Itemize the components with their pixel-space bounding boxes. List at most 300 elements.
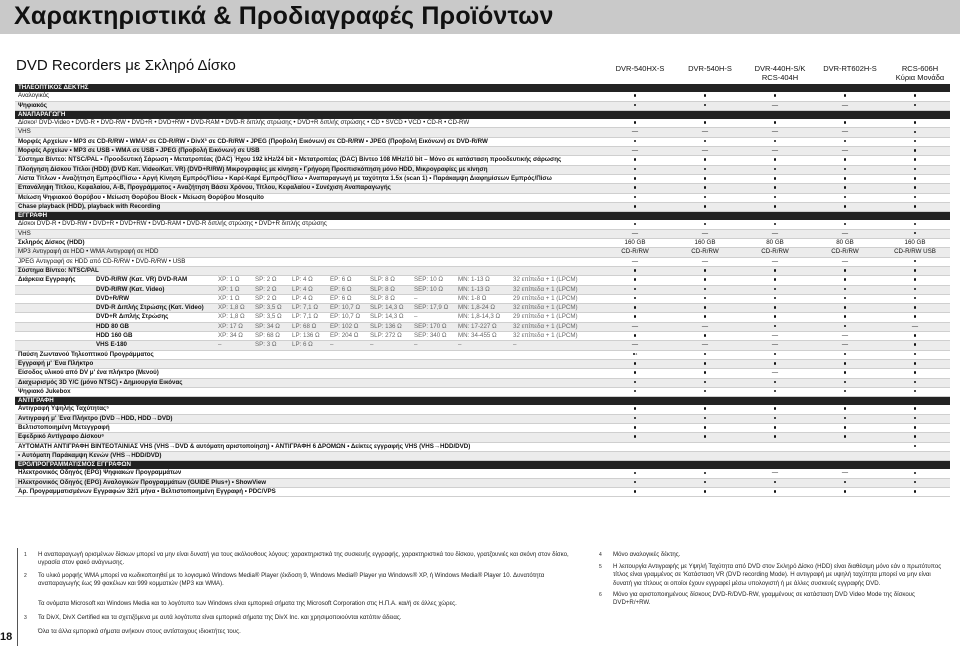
model-value-cell — [810, 184, 880, 193]
model-value-cell — [670, 294, 740, 303]
model-value-cell — [670, 304, 740, 313]
section-header-row — [15, 212, 950, 221]
section-title: DVD Recorders με Σκληρό Δίσκο — [16, 57, 236, 74]
value-text: CD-R/RW — [621, 248, 649, 256]
spec-row — [15, 433, 950, 442]
recording-mode: EP: 6 Ω — [330, 276, 352, 284]
spec-table — [15, 84, 950, 497]
feature-cell — [15, 442, 600, 451]
recording-mode: EP: 204 Ω — [330, 332, 359, 340]
recording-mode: SLP: 8 Ω — [370, 285, 395, 293]
feature-dot — [704, 205, 707, 208]
recording-mode: SLP: 136 Ω — [370, 322, 402, 330]
model-value-cell — [810, 488, 880, 497]
feature-label: Μορφές Αρχείων • MP3 σε USB • WMA σε USB • JPEG (Προβολή Εικόνων) σε USB — [18, 147, 260, 155]
feature-label: Σύστημα Βίντεο: NTSC/PAL • Προοδευτική Σάρωση • Μετατροπέας (DAC) Ήχου 192 kHz/24 bit • Μετατροπέας (DAC) Βίντεο 108 MHz/10 bit – Μόνο σε κατάσταση προοδευτικής σάρωσης — [18, 156, 562, 164]
feature-dot — [704, 121, 707, 124]
feature-dot — [774, 121, 777, 124]
model-name: DVR-540HX-S — [615, 64, 665, 73]
feature-dot — [914, 94, 917, 97]
model-value-cell — [740, 488, 810, 497]
model-value-cell — [880, 442, 950, 451]
feature-cell — [15, 488, 600, 497]
model-value-cell — [600, 220, 670, 229]
recording-media: DVD-R/RW (Κατ. Video) — [96, 285, 165, 293]
recording-mode: MN: 34-455 Ω — [458, 332, 497, 340]
model-value-cell — [810, 332, 880, 341]
feature-dot — [634, 306, 637, 309]
model-value-cell — [600, 137, 670, 146]
model-value-cell — [600, 229, 670, 238]
recording-mode: SLP: 8 Ω — [370, 276, 395, 284]
feature-dot — [634, 288, 637, 291]
feature-dot — [774, 94, 777, 97]
model-value-cell — [740, 378, 810, 387]
footnote-number: 6 — [599, 592, 602, 598]
value-text: — — [771, 469, 779, 477]
section-header-row — [15, 397, 950, 406]
model-value-cell — [740, 276, 810, 285]
model-value-cell — [600, 174, 670, 183]
feature-cell — [15, 165, 600, 174]
footnote-text: Η αναπαραγωγή ορισμένων δίσκων μπορεί να μην είναι δυνατή για τους ακόλουθους λόγους: χαρακτηριστικά της συσκευής εγγραφής, χαρακτηριστικά του δίσκου, γρατζουνιές και σκόνη στον δίσκο, υγρασία στον φακό ανάγνωσης. — [38, 551, 569, 567]
value-text: — — [771, 257, 779, 265]
recording-mode: LP: 7,1 Ω — [292, 304, 318, 312]
feature-label: Αναλογικός — [18, 92, 50, 100]
recording-mode: XP: 34 Ω — [218, 332, 243, 340]
feature-dot — [914, 168, 917, 171]
model-value-cell — [600, 322, 670, 331]
recording-mode: EP: 102 Ω — [330, 322, 359, 330]
value-text: CD-R/RW — [831, 248, 859, 256]
feature-dot — [704, 158, 707, 161]
model-value-cell — [600, 359, 670, 368]
model-value-cell — [670, 220, 740, 229]
recording-mode: – — [218, 341, 222, 349]
spec-row — [15, 488, 950, 497]
feature-dot — [774, 353, 777, 356]
model-value-cell — [740, 294, 810, 303]
feature-label: Αντιγραφή Υψηλής Ταχύτητας⁵ — [18, 405, 110, 413]
feature-dot — [844, 315, 847, 318]
feature-cell — [15, 147, 600, 156]
feature-label: ΑΥΤΟΜΑΤΗ ΑΝΤΙΓΡΑΦΗ ΒΙΝΤΕΟΤΑΙΝΙΑΣ VHS (VHS→DVD & αυτόματη αριστοποίηση) • ΑΝΤΙΓΡΑΦΗ 6 ΔΡΟΜΩΝ • Δείκτες εγγραφής VHS (VHS→HDD/DVD) — [18, 442, 471, 450]
feature-dot — [634, 472, 637, 475]
feature-dot — [844, 426, 847, 429]
feature-dot — [914, 435, 917, 438]
recording-mode: XP: 1,8 Ω — [218, 313, 245, 321]
feature-dot — [634, 140, 637, 143]
model-value-cell — [880, 478, 950, 487]
model-value-cell — [670, 266, 740, 275]
model-value-cell — [880, 92, 950, 101]
value-text: — — [631, 229, 639, 237]
feature-dot — [844, 288, 847, 291]
feature-cell — [15, 174, 600, 183]
spec-row — [15, 469, 950, 478]
model-value-cell — [740, 248, 810, 257]
model-value-cell — [670, 322, 740, 331]
feature-dot — [844, 140, 847, 143]
value-text: — — [701, 229, 709, 237]
feature-dot — [704, 390, 707, 393]
model-value-cell — [740, 239, 810, 248]
spec-row — [15, 304, 950, 313]
value-text: — — [701, 257, 709, 265]
spec-row — [15, 266, 950, 275]
model-value-cell — [600, 469, 670, 478]
model-value-cell — [810, 202, 880, 211]
feature-label: Ψηφιακό Jukebox — [18, 387, 71, 395]
model-value-cell — [810, 165, 880, 174]
section-header-row — [15, 110, 950, 119]
recording-mode: XP: 1 Ω — [218, 285, 240, 293]
model-value-cell — [600, 285, 670, 294]
feature-dot — [774, 306, 777, 309]
model-value-cell — [880, 469, 950, 478]
model-value-cell — [740, 322, 810, 331]
spec-row — [15, 165, 950, 174]
model-value-cell — [670, 165, 740, 174]
feature-dot — [844, 196, 847, 199]
model-value-cell — [740, 174, 810, 183]
feature-dot — [704, 315, 707, 318]
model-value-cell — [740, 257, 810, 266]
model-value-cell — [810, 294, 880, 303]
recording-mode: MN: 1,8-14,3 Ω — [458, 313, 501, 321]
feature-dot — [914, 205, 917, 208]
page-edge-bar — [17, 548, 18, 646]
value-text: — — [631, 128, 639, 136]
feature-dot — [774, 407, 777, 410]
feature-dot — [844, 390, 847, 393]
model-value-cell — [810, 414, 880, 423]
model-value-cell — [670, 156, 740, 165]
value-text: — — [771, 128, 779, 136]
model-value-cell — [880, 239, 950, 248]
model-value-cell — [880, 193, 950, 202]
footnote — [24, 572, 578, 589]
feature-dot — [844, 223, 847, 226]
feature-label: VHS — [18, 229, 31, 237]
feature-dot — [634, 481, 637, 484]
feature-label: VHS — [18, 128, 31, 136]
feature-dot — [704, 196, 707, 199]
model-value-cell — [810, 137, 880, 146]
recording-mode: LP: 4 Ω — [292, 294, 313, 302]
feature-label: Ψηφιακός — [18, 101, 47, 109]
feature-dot — [844, 269, 847, 272]
model-value-cell — [670, 92, 740, 101]
spec-row — [15, 423, 950, 432]
model-value-cell — [670, 350, 740, 359]
model-value-cell — [880, 220, 950, 229]
feature-dot — [704, 334, 707, 337]
spec-row — [15, 285, 950, 294]
value-text: — — [841, 332, 849, 340]
footnote-number: 4 — [599, 552, 602, 558]
recording-media: VHS E-180 — [96, 341, 127, 349]
model-value-cell — [880, 405, 950, 414]
model-value-cell — [880, 414, 950, 423]
feature-cell — [15, 239, 600, 248]
model-value-cell — [740, 147, 810, 156]
model-value-cell — [810, 248, 880, 257]
feature-cell — [15, 266, 600, 275]
model-value-cell — [880, 451, 950, 460]
model-value-cell — [600, 341, 670, 350]
spec-row — [15, 119, 950, 128]
recording-media: DVD-R/RW (Κατ. VR) DVD-RAM — [96, 276, 188, 284]
feature-dot — [914, 490, 917, 493]
feature-dot — [704, 168, 707, 171]
feature-label: Chase playback (HDD), playback with Recording — [18, 202, 161, 210]
value-text: — — [771, 147, 779, 155]
spec-row — [15, 341, 950, 350]
model-value-cell — [600, 478, 670, 487]
feature-dot — [704, 435, 707, 438]
model-value-cell — [600, 92, 670, 101]
footnote — [38, 628, 578, 636]
model-value-cell — [880, 119, 950, 128]
recording-mode: 32 επίπεδα + 1 (LPCM) — [513, 322, 578, 330]
feature-dot — [914, 343, 917, 346]
model-value-cell — [600, 276, 670, 285]
model-value-cell — [880, 359, 950, 368]
model-value-cell — [670, 202, 740, 211]
model-value-cell — [880, 257, 950, 266]
recording-mode: – — [370, 341, 374, 349]
model-value-cell — [600, 101, 670, 110]
model-value-cell — [740, 92, 810, 101]
feature-dot — [914, 186, 917, 189]
feature-dot — [844, 362, 847, 365]
feature-label: Ηλεκτρονικός Οδηγός (EPG) Αναλογικών Προγραμμάτων (GUIDE Plus+) • ShowView — [18, 478, 267, 486]
feature-dot — [634, 435, 637, 438]
recording-mode: SEP: 10 Ω — [414, 276, 444, 284]
feature-label: Σύστημα Βίντεο: NTSC/PAL — [18, 266, 99, 274]
footnote — [599, 591, 943, 608]
feature-cell — [15, 469, 600, 478]
model-value-cell — [670, 414, 740, 423]
recording-mode: LP: 6 Ω — [292, 341, 313, 349]
spec-row — [15, 220, 950, 229]
recording-media: DVD-R Διπλής Στρώσης (Κατ. Video) — [96, 304, 204, 312]
recording-mode: SEP: 340 Ω — [414, 332, 447, 340]
spec-row — [15, 229, 950, 238]
model-value-cell — [600, 156, 670, 165]
feature-dot — [634, 371, 637, 374]
feature-dot — [704, 371, 707, 374]
recording-mode: XP: 1 Ω — [218, 294, 240, 302]
value-text: — — [631, 341, 639, 349]
feature-dot — [844, 481, 847, 484]
model-value-cell — [740, 202, 810, 211]
model-name: DVR-440H-S/K — [754, 64, 806, 73]
feature-dot — [634, 315, 637, 318]
feature-dot — [844, 121, 847, 124]
model-value-cell — [740, 451, 810, 460]
model-value-cell — [600, 387, 670, 396]
model-value-cell — [670, 478, 740, 487]
value-text: — — [841, 257, 849, 265]
model-value-cell — [670, 405, 740, 414]
recording-mode: SP: 3,5 Ω — [255, 313, 282, 321]
model-value-cell — [670, 128, 740, 137]
model-value-cell — [810, 350, 880, 359]
model-value-cell — [880, 137, 950, 146]
feature-label: Ηλεκτρονικός Οδηγός (EPG) Ψηφιακών Προγραμμάτων — [18, 469, 182, 477]
model-value-cell — [810, 369, 880, 378]
feature-dot — [774, 481, 777, 484]
feature-cell — [15, 423, 600, 432]
feature-dot — [774, 196, 777, 199]
feature-dot — [844, 205, 847, 208]
spec-row — [15, 128, 950, 137]
value-text: — — [701, 341, 709, 349]
recording-mode: MN: 1-13 Ω — [458, 285, 490, 293]
model-value-cell — [810, 387, 880, 396]
recording-mode: SLP: 14,3 Ω — [370, 313, 404, 321]
feature-dot — [704, 417, 707, 420]
model-value-cell — [600, 423, 670, 432]
model-value-cell — [740, 369, 810, 378]
feature-dot — [704, 177, 707, 180]
footnote-number: 5 — [599, 564, 602, 570]
model-value-cell — [670, 193, 740, 202]
feature-dot — [914, 196, 917, 199]
feature-dot — [634, 407, 637, 410]
feature-dot — [774, 140, 777, 143]
feature-dot — [914, 315, 917, 318]
feature-label: JPEG Αντιγραφή σε HDD από CD-R/RW • DVD-R/RW • USB — [18, 257, 186, 265]
model-value-cell — [600, 184, 670, 193]
model-value-cell — [880, 184, 950, 193]
model-value-cell — [810, 147, 880, 156]
feature-cell — [15, 350, 600, 359]
value-text: — — [771, 101, 779, 109]
model-value-cell — [880, 488, 950, 497]
feature-cell — [15, 478, 600, 487]
feature-cell — [15, 92, 600, 101]
feature-cell — [15, 387, 600, 396]
spec-row — [15, 369, 950, 378]
model-value-cell — [810, 276, 880, 285]
model-header — [670, 64, 750, 73]
footnote-text: Μόνο αναλογικές δέκτης. — [613, 551, 681, 558]
value-text: CD-R/RW USB — [894, 248, 936, 256]
model-value-cell — [670, 248, 740, 257]
model-value-cell — [670, 469, 740, 478]
feature-dot — [844, 168, 847, 171]
model-value-cell — [600, 119, 670, 128]
feature-dot — [634, 426, 637, 429]
footnote — [599, 551, 943, 559]
page-number: 18 — [0, 631, 13, 643]
model-value-cell — [600, 248, 670, 257]
feature-dot — [704, 269, 707, 272]
model-value-cell — [810, 469, 880, 478]
feature-label: Δίσκοι¹ DVD-Video • DVD-R • DVD-RW • DVD+R • DVD+RW • DVD-RAM • DVD-R διπλής στρώσης • DVD+R διπλής στρώσης • CD • SVCD • VCD • CD-R • CD-RW — [18, 119, 470, 127]
footnote-text: Τα ονόματα Microsoft και Windows Media και το λογότυπο των Windows είναι εμπορικά σήματα της Microsoft Corporation στις Η.Π.Α. και/ή σε άλλες χώρες. — [38, 600, 457, 607]
recording-mode: SP: 34 Ω — [255, 322, 280, 330]
feature-dot — [634, 490, 637, 493]
model-value-cell — [600, 451, 670, 460]
model-value-cell — [880, 229, 950, 238]
feature-dot — [844, 186, 847, 189]
feature-label: Αντιγραφή μ' Ένα Πλήκτρο (DVD→HDD, HDD→DVD) — [18, 414, 173, 422]
model-value-cell — [740, 266, 810, 275]
spec-row — [15, 257, 950, 266]
recording-media: HDD 160 GB — [96, 332, 133, 340]
model-value-cell — [810, 359, 880, 368]
model-value-cell — [810, 257, 880, 266]
model-value-cell — [600, 128, 670, 137]
footnote-text: Μόνο για αριστοποιημένους δίσκους DVD-R/DVD-RW, γραμμένους σε κατάσταση DVD Video Mode της δίσκους DVD+R/+RW. — [613, 591, 915, 607]
model-value-cell — [600, 165, 670, 174]
model-value-cell — [600, 433, 670, 442]
spec-row — [15, 359, 950, 368]
feature-label: Παύση Ζωντανού Τηλεοπτικού Προγράμματος — [18, 350, 154, 358]
recording-mode: SLP: 14,3 Ω — [370, 304, 404, 312]
recording-media: DVD+R Διπλής Στρώσης — [96, 313, 169, 321]
recording-mode: – — [414, 341, 418, 349]
model-value-cell — [810, 174, 880, 183]
feature-dot — [774, 278, 777, 281]
recording-mode: XP: 1 Ω — [218, 276, 240, 284]
model-value-cell — [740, 341, 810, 350]
feature-dot — [844, 381, 847, 384]
feature-dot — [914, 297, 917, 300]
model-header — [810, 64, 890, 73]
feature-dot — [844, 490, 847, 493]
feature-label: Μορφές Αρχείων • MP3 σε CD-R/RW • WMA² σε CD-R/RW • DivX³ σε CD-R/RW • JPEG (Προβολή Εικόνων) σε CD-R/RW • JPEG (Προβολή Εικόνων) σε DVD-R/RW — [18, 137, 488, 145]
model-value-cell — [880, 378, 950, 387]
value-text: 160 GB — [694, 239, 716, 247]
feature-cell — [15, 369, 600, 378]
model-value-cell — [670, 257, 740, 266]
recording-mode: 29 επίπεδα + 1 (LPCM) — [513, 313, 578, 321]
model-value-cell — [670, 313, 740, 322]
feature-dot — [774, 381, 777, 384]
model-value-cell — [810, 341, 880, 350]
feature-dot — [774, 435, 777, 438]
spec-row — [15, 313, 950, 322]
value-text: — — [841, 229, 849, 237]
model-value-cell — [880, 433, 950, 442]
model-value-cell — [670, 174, 740, 183]
model-value-cell — [810, 229, 880, 238]
model-value-cell — [600, 369, 670, 378]
feature-dot — [914, 158, 917, 161]
model-value-cell — [740, 359, 810, 368]
recording-mode: EP: 10,7 Ω — [330, 313, 361, 321]
footnote-ref: ⁴ — [635, 351, 638, 358]
feature-label: Σκληρός Δίσκος (HDD) — [18, 239, 85, 247]
spec-row — [15, 193, 950, 202]
spec-row — [15, 478, 950, 487]
model-value-cell — [880, 285, 950, 294]
feature-cell — [15, 156, 600, 165]
feature-dot — [704, 223, 707, 226]
feature-dot — [774, 177, 777, 180]
feature-dot — [704, 186, 707, 189]
spec-row — [15, 156, 950, 165]
feature-dot — [634, 196, 637, 199]
model-value-cell — [670, 387, 740, 396]
model-value-cell — [810, 156, 880, 165]
model-value-cell — [600, 239, 670, 248]
